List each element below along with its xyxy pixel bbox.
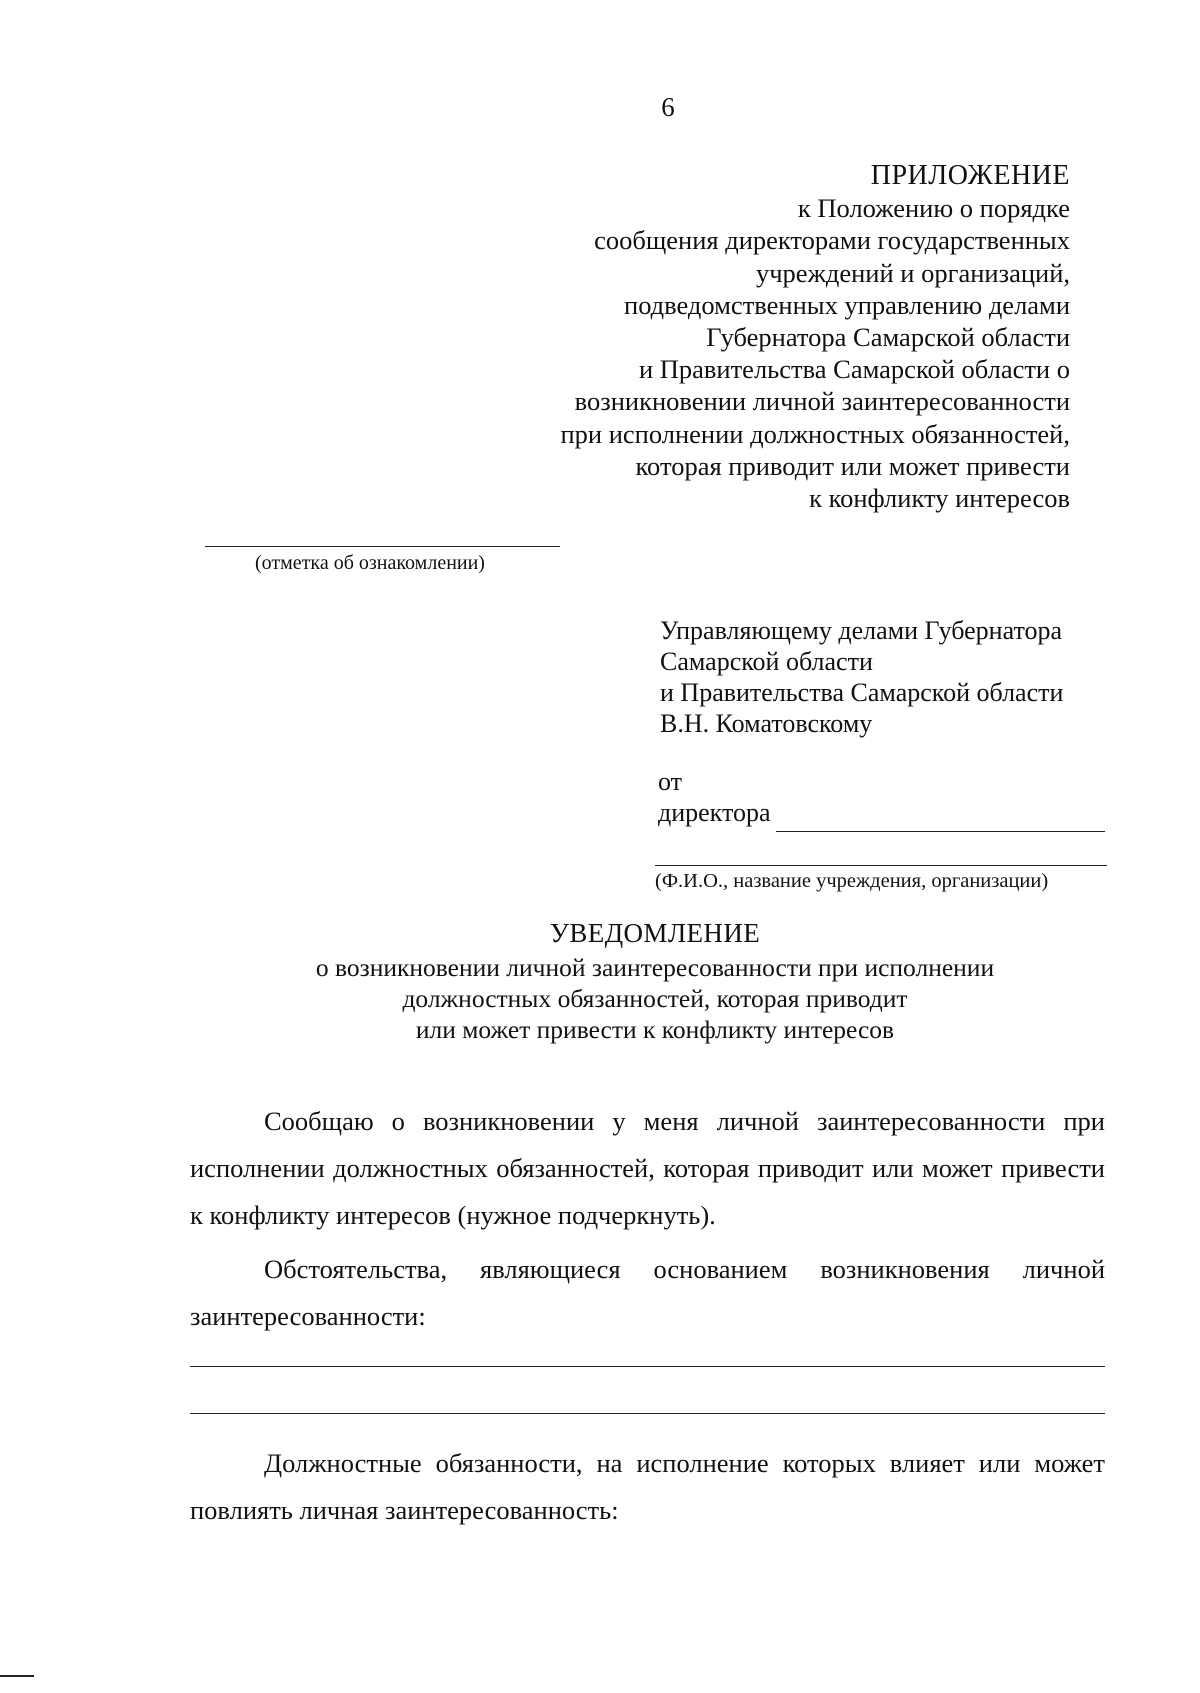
addressee-line: Самарской области: [660, 647, 873, 676]
page-number: 6: [661, 92, 675, 122]
from-label: от: [658, 767, 683, 796]
addressee-line: и Правительства Самарской области: [660, 678, 1064, 707]
margin-mark: [0, 1675, 34, 1677]
appendix-line: к конфликту интересов: [809, 483, 1070, 514]
appendix-heading-block: [510, 160, 1070, 514]
addressee-line: В.Н. Коматовскому: [660, 709, 873, 738]
body-paragraph-circumstances: [190, 1246, 1105, 1340]
fio-caption: (Ф.И.О., название учреждения, организации): [655, 870, 1049, 892]
acknowledgement-caption: (отметка об ознакомлении): [255, 552, 485, 574]
appendix-line: которая приводит или может привести: [635, 450, 1070, 481]
appendix-line: Губернатора Самарской области: [706, 322, 1070, 353]
notice-subtitle: [250, 952, 1060, 1045]
addressee-block: [660, 615, 1063, 739]
paragraph-text: Обстоятельства, являющиеся основанием возникновения личной заинтересованности:: [190, 1254, 1105, 1331]
circumstances-fill-line: [190, 1413, 1105, 1414]
notice-title: УВЕДОМЛЕНИЕ: [549, 918, 761, 948]
fio-fill-line: [655, 865, 1107, 866]
paragraph-text: Сообщаю о возникновении у меня личной заинтересованности при исполнении должностных обязанностей, которая приводит или может привести к конфликту интересов (нужное подчеркнуть).: [190, 1106, 1105, 1230]
paragraph-text: Должностные обязанности, на исполнение которых влияет или может повлиять личная заинтересованность:: [190, 1448, 1105, 1525]
appendix-line: и Правительства Самарской области о: [638, 354, 1070, 385]
addressee-line: Управляющему делами Губернатора: [660, 616, 1062, 645]
appendix-line: возникновении личной заинтересованности: [574, 386, 1070, 417]
appendix-line: учреждений и организаций,: [755, 257, 1070, 288]
director-label: директора: [658, 798, 771, 827]
notice-subtitle-line: о возникновении личной заинтересованности при исполнении: [315, 953, 995, 982]
body-paragraph-duties: [190, 1440, 1105, 1534]
appendix-line: при исполнении должностных обязанностей,: [560, 418, 1070, 449]
body-paragraph-notification: [190, 1098, 1105, 1239]
notice-subtitle-line: или может привести к конфликту интересов: [415, 1015, 895, 1044]
appendix-line: подведомственных управлению делами: [624, 289, 1070, 320]
acknowledgement-signature-line: [205, 546, 560, 547]
director-fill-line: [776, 831, 1105, 832]
director-row: [658, 798, 1105, 834]
appendix-line: к Положению о порядке: [797, 193, 1070, 224]
appendix-title: ПРИЛОЖЕНИЕ: [870, 160, 1070, 191]
circumstances-fill-line: [190, 1366, 1105, 1367]
notice-subtitle-line: должностных обязанностей, которая приводит: [402, 984, 908, 1013]
appendix-line: сообщения директорами государственных: [594, 225, 1070, 256]
